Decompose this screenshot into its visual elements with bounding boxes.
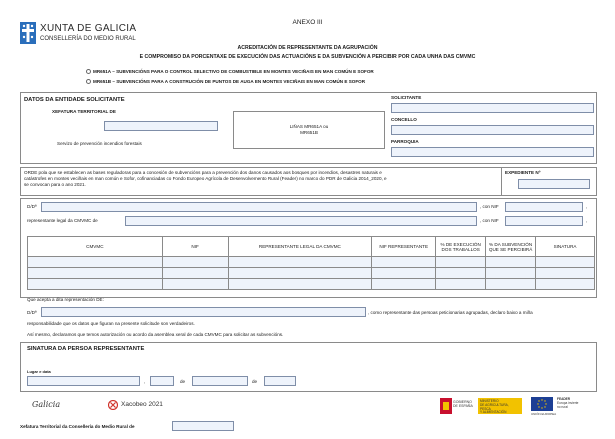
solicitante-label: SOLICITANTE — [391, 95, 422, 100]
concello-label: CONCELLO — [391, 117, 417, 122]
day-field[interactable] — [150, 376, 174, 386]
col-rep-legal: REPRESENTANTE LEGAL DA CMVMC — [228, 237, 372, 257]
gov-line-2: DE ESPAÑA — [453, 404, 473, 408]
as-rep-text: , como representante das persoas peticionarias agrupadas, declaro baixo a miña — [368, 310, 533, 315]
xacobeo-icon — [108, 400, 118, 410]
feader-line-3: no rural — [557, 404, 568, 409]
nif-comma-2: , — [586, 218, 588, 223]
expediente-field[interactable] — [518, 179, 590, 189]
col-nif: NIF — [162, 237, 228, 257]
dona-field[interactable] — [41, 202, 477, 212]
gov-line-1: GOBIERNO — [453, 400, 472, 404]
spain-shield-inner-icon — [443, 402, 449, 410]
xacobeo-text: Xacobeo 2021 — [121, 401, 163, 408]
logo-title: XUNTA DE GALICIA — [40, 23, 137, 34]
footer-xefatura-label: Xefatura Territorial da Consellería do Medio Rural de — [20, 424, 135, 429]
option-mr651b-label: MR651B – SUBVENCIÓNS PARA A CONSTRUCIÓN DE PUNTOS DE AUGA EN MONTES VECIÑAIS EN MAN COMÚN E SOFOR — [93, 79, 366, 84]
form-title-1: ACREDITACIÓN DE REPRESENTANTE DA AGRUPACIÓN — [237, 45, 378, 51]
responsibility-text: responsabilidade que os datos que figuran na presente solicitude son verdadeiros. — [27, 321, 195, 326]
option-mr651a-label: MR651A – SUBVENCIÓNS PARA O CONTROL SELECTIVO DE COMBUSTIBLE EN MONTES VECIÑAIS EN MAN COMÚN E SOFOR — [93, 69, 374, 74]
order-text-1: ORDE pola que se establecen as bases reguladoras para a concesión de subvencións para a prevención dos danos causados aos bosques por incendios, desastres naturais e — [24, 170, 382, 175]
ministry-line-1: MINISTERIO — [480, 399, 499, 403]
nif-comma-1: , — [586, 204, 588, 209]
place-date-label: Lugar e data — [27, 369, 51, 374]
table-row[interactable] — [28, 268, 595, 279]
table-header-row — [28, 237, 595, 257]
eu-logo — [531, 397, 593, 417]
month-field[interactable] — [192, 376, 248, 386]
also-text: Así mesmo, declaramos que temos autorización ou acordo da asemblea xeral de cada CMVMC para solicitar as subvencións. — [27, 332, 284, 337]
concello-field[interactable] — [391, 125, 594, 135]
solicitante-field[interactable] — [391, 103, 594, 113]
eu-flag-icon — [531, 397, 553, 411]
xefatura-label: XEFATURA TERRITORIAL DE — [52, 109, 116, 114]
form-title-2: E COMPROMISO DA PORCENTAXE DE EXECUCIÓN DAS ACTUACIÓNS E DA SUBVENCIÓN A PERCIBIR POR CADA UNHA DAS CMVMC — [139, 54, 476, 60]
feader-text — [557, 398, 578, 409]
logo-subtitle: CONSELLERÍA DO MEDIO RURAL — [40, 36, 136, 42]
ministry-line-3: Y ALIMENTACIÓN — [480, 410, 507, 415]
nif-label-2: , con NIF — [480, 218, 499, 223]
acceptance-dona-label: D/Dª — [27, 310, 37, 315]
de-label-1: de — [180, 379, 186, 384]
order-text-3: se convocan para o ano 2021. — [24, 182, 86, 187]
feader-line-1: FEADER — [557, 397, 571, 401]
nif-label-1: , con NIF — [480, 204, 499, 209]
cmvmc-field[interactable] — [125, 216, 477, 226]
eu-stars-icon — [531, 397, 553, 411]
ministry-line-2: DE AGRICULTURA, PESCA — [480, 402, 509, 411]
year-field[interactable] — [264, 376, 296, 386]
spain-gov-text — [453, 400, 473, 408]
lines-label-2: MR651B — [300, 130, 318, 135]
ministry-box — [478, 398, 522, 414]
signature-title: SINATURA DA PERSOA REPRESENTANTE — [27, 346, 145, 352]
order-text-2: catástrofes en montes veciñais en man común e Sofor, cofinanciadas co Fondo Europeo Agrícola de Desenvolvemento Rural (Feader) no marco do PDR de Galicia 2014_2020, e — [24, 176, 387, 181]
feader-line-2: Europa invierte — [557, 400, 579, 405]
accept-text: Que acepta a dita representación DE: — [27, 297, 104, 302]
spain-gov-logo — [440, 398, 522, 414]
acceptance-dona-field[interactable] — [41, 307, 366, 317]
eu-text: UNIÓN EUROPEA — [531, 412, 557, 416]
footer-xefatura-field[interactable] — [172, 421, 234, 431]
place-field[interactable] — [27, 376, 140, 386]
col-cmvmc: CMVMC — [28, 237, 163, 257]
lines-label-1: LIÑAS MR651A ou — [289, 124, 329, 129]
entity-section-title: DATOS DA ENTIDADE SOLICITANTE — [24, 97, 125, 103]
servizo-label: Servizo de prevención incendios forestais — [57, 141, 142, 146]
option-mr651a-radio[interactable] — [86, 69, 91, 74]
table-row[interactable] — [28, 279, 595, 290]
dona-label: D/Dª — [27, 204, 37, 209]
parroquia-label: PARROQUIA — [391, 139, 419, 144]
nif-field-2[interactable] — [505, 216, 583, 226]
option-mr651b-radio[interactable] — [86, 79, 91, 84]
place-comma: , — [144, 379, 146, 384]
annex-label: ANEXO III — [292, 19, 323, 26]
table-row[interactable] — [28, 257, 595, 268]
cmvmc-table — [27, 236, 595, 290]
col-execution: % DE EXECUCIÓN DOS TRABALLOS — [436, 237, 486, 257]
legal-rep-label: representante legal da CMVMC de — [27, 218, 98, 223]
expediente-label: EXPEDIENTE Nº — [505, 170, 541, 175]
nif-field-1[interactable] — [505, 202, 583, 212]
de-label-2: de — [252, 379, 258, 384]
col-nif-rep: NIF REPRESENTANTE — [372, 237, 436, 257]
galicia-logo: Galicia — [32, 400, 61, 409]
xefatura-field[interactable] — [104, 121, 218, 131]
col-signature: SINATURA — [536, 237, 595, 257]
col-subsidy: % DA SUBVENCIÓN QUE SE PERCIBIRÁ — [486, 237, 536, 257]
parroquia-field[interactable] — [391, 147, 594, 157]
